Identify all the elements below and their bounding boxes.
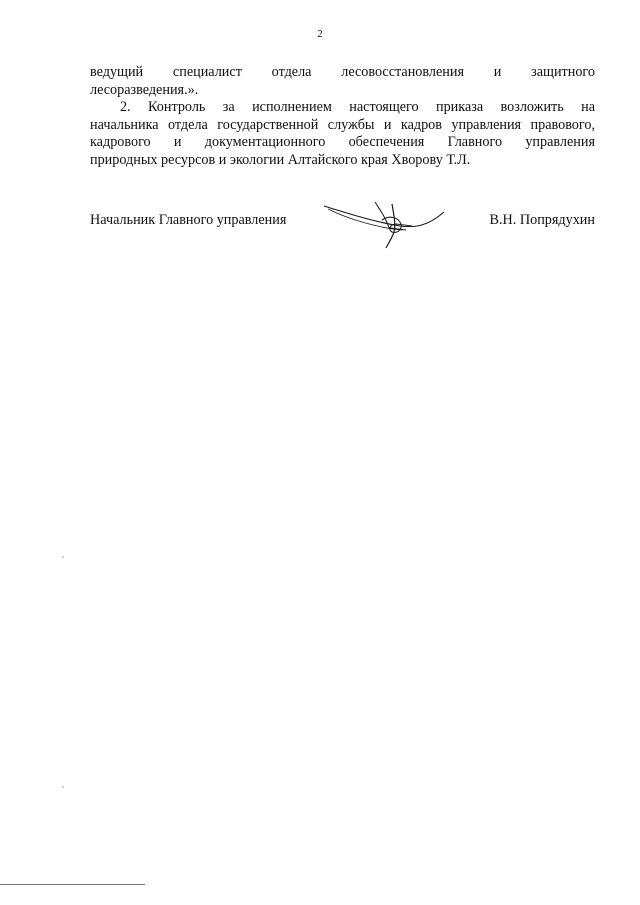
- paragraph-line: 2. Контроль за исполнением настоящего приказа возложить на: [120, 99, 595, 116]
- signatory-name: В.Н. Попрядухин: [489, 212, 595, 228]
- paragraph-line: природных ресурсов и экологии Алтайского края Хворову Т.Л.: [90, 151, 471, 168]
- paragraph-continuation: [90, 64, 595, 99]
- signature-block: [90, 212, 595, 252]
- scan-speck: [62, 786, 64, 788]
- signatory-title: Начальник Главного управления: [90, 212, 287, 228]
- paragraph-line: начальника отдела государственной службы и кадров управления правового,: [90, 116, 595, 133]
- footer-rule: [0, 884, 145, 885]
- handwritten-signature-icon: [320, 200, 450, 250]
- paragraph-control-clause: [90, 99, 595, 169]
- scan-speck: [62, 556, 64, 558]
- paragraph-line: ведущий специалист отдела лесовосстановления и защитного: [90, 64, 595, 80]
- page-number: 2: [317, 28, 323, 40]
- paragraph-line: лесоразведения.».: [90, 81, 199, 98]
- paragraph-line: кадрового и документационного обеспечения Главного управления: [90, 134, 595, 151]
- document-body: [90, 64, 595, 170]
